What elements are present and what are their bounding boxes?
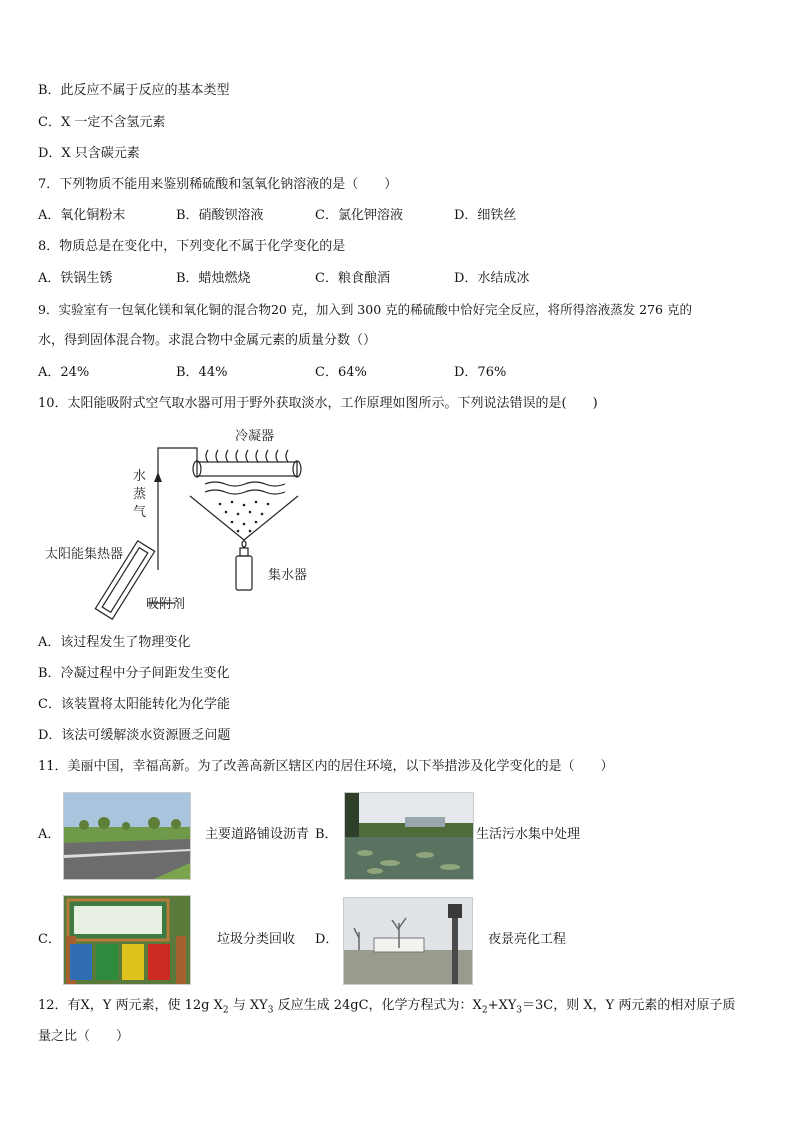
q9-option-a: A．24%	[38, 365, 90, 380]
q7-option-d: D．细铁丝	[454, 208, 517, 223]
condenser-label: 冷凝器	[235, 428, 275, 443]
water-collector-bottle	[236, 556, 252, 590]
option-line: B．此反应不属于反应的基本类型	[38, 83, 230, 98]
question-8: 8．物质总是在变化中，下列变化不属于化学变化的是	[38, 239, 346, 254]
lake-photo	[344, 792, 474, 880]
q7-option-c: C．氯化钾溶液	[315, 208, 403, 223]
q11-option-a-label: A．	[38, 827, 61, 842]
option-line: C．X 一定不含氢元素	[38, 115, 166, 130]
water-harvester-diagram	[30, 420, 330, 620]
vapor-label-1: 水	[133, 468, 147, 483]
question-7: 7．下列物质不能用来鉴别稀硫酸和氢氧化钠溶液的是（ ）	[38, 177, 398, 192]
q10-option-d: D．该法可缓解淡水资源匮乏问题	[38, 728, 231, 743]
adsorbent-label: 吸附剂	[146, 596, 186, 611]
q8-option-c: C．粮食酿酒	[315, 271, 390, 286]
option-line: D．X 只含碳元素	[38, 146, 140, 161]
water-collector-label: 集水器	[268, 567, 308, 582]
question-11: 11．美丽中国，幸福高新。为了改善高新区辖区内的居住环境，以下举措涉及化学变化的是（ ）	[38, 759, 614, 774]
condenser-tube	[197, 462, 297, 476]
q8-option-b: B．蜡烛燃烧	[176, 271, 251, 286]
q8-option-d: D．水结成冰	[454, 271, 530, 286]
vapor-label-2: 蒸	[133, 486, 147, 501]
q11-option-c-text: 垃圾分类回收	[217, 932, 296, 947]
question-12-line2: 量之比（ ）	[38, 1029, 130, 1044]
vapor-label-3: 气	[133, 504, 147, 519]
q11-option-a-text: 主要道路铺设沥青	[205, 827, 310, 842]
funnel	[190, 496, 298, 540]
q8-option-a: A．铁锅生锈	[38, 271, 113, 286]
q7-option-a: A．氧化铜粉末	[38, 208, 126, 223]
q10-option-b: B．冷凝过程中分子间距发生变化	[38, 666, 230, 681]
question-9-line1: 9．实验室有一包氧化镁和氧化铜的混合物20 克，加入到 300 克的稀硫酸中恰好完全反应，将所得溶液蒸发 276 克的	[38, 302, 692, 317]
q11-option-b-label: B．	[315, 827, 338, 842]
q11-option-c-label: C．	[38, 932, 61, 947]
q10-option-c: C．该装置将太阳能转化为化学能	[38, 697, 230, 712]
question-12-line1: 12．有X，Y 两元素，使 12g $X_2$ 与 $XY_3$ 反应生成 24gC，化学方程式为：$X_2+XY_3=3C$，则 X，Y 两元素的相对原子质	[38, 998, 736, 1016]
question-9-line2: 水，得到固体混合物。求混合物中金属元素的质量分数（）	[38, 333, 377, 348]
q9-option-c: C．64%	[315, 365, 367, 380]
q11-option-d-label: D．	[315, 932, 339, 947]
q9-option-d: D．76%	[454, 365, 507, 380]
q10-option-a: A．该过程发生了物理变化	[38, 635, 191, 650]
q9-option-b: B．44%	[176, 365, 228, 380]
road-photo	[63, 792, 191, 880]
q7-option-b: B．硝酸钡溶液	[176, 208, 264, 223]
trash-bins-photo	[63, 895, 191, 985]
q11-option-b-text: 生活污水集中处理	[476, 827, 581, 842]
question-10: 10．太阳能吸附式空气取水器可用于野外获取淡水，工作原理如图所示。下列说法错误的是( )	[38, 396, 598, 411]
solar-collector-label: 太阳能集热器	[45, 546, 124, 561]
q11-option-d-text: 夜景亮化工程	[488, 932, 567, 947]
street-lamp-photo	[343, 897, 473, 985]
